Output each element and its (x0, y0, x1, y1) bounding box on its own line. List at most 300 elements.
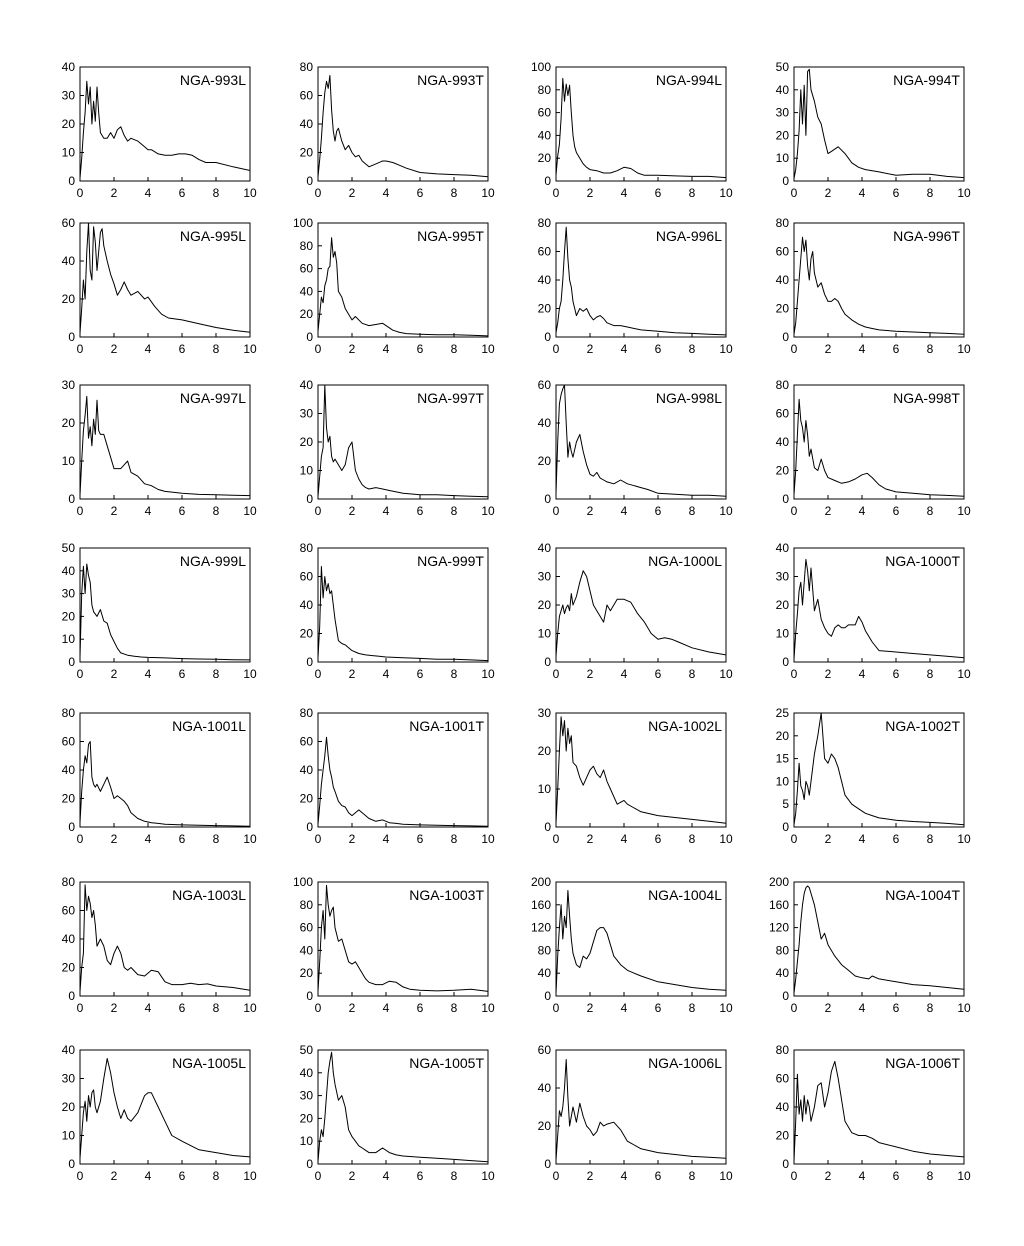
x-tick-label: 8 (688, 1169, 696, 1183)
x-tick-label: 2 (348, 1001, 356, 1015)
x-tick-label: 2 (824, 1169, 832, 1183)
x-tick-label: 2 (824, 667, 832, 681)
x-tick-label: 0 (552, 1169, 560, 1183)
x-tick-label: 4 (858, 667, 866, 681)
spectrum-line (80, 742, 250, 827)
y-tick-label: 20 (299, 791, 313, 806)
plot-title: NGA-994L (655, 72, 722, 88)
x-tick-label: 8 (212, 1001, 220, 1015)
plot-title: NGA-999L (179, 553, 246, 569)
spectrum-line (318, 76, 488, 177)
y-tick-label: 0 (68, 989, 75, 1003)
plot-title: NGA-998T (893, 390, 960, 406)
x-tick-label: 2 (824, 342, 832, 356)
y-tick-label: 200 (530, 875, 551, 889)
x-tick-label: 4 (620, 1169, 628, 1183)
y-tick-label: 0 (68, 492, 75, 506)
y-tick-label: 0 (306, 655, 313, 669)
y-tick-label: 0 (68, 174, 75, 188)
x-tick-label: 6 (892, 342, 900, 356)
x-tick-label: 6 (416, 1169, 424, 1183)
x-tick-label: 4 (620, 1001, 628, 1015)
x-tick-label: 6 (892, 832, 900, 846)
plot-title: NGA-1003L (172, 887, 246, 903)
x-tick-label: 6 (178, 342, 186, 356)
y-tick-label: 30 (537, 569, 551, 584)
x-tick-label: 6 (654, 832, 662, 846)
x-tick-label: 10 (481, 504, 495, 518)
x-tick-label: 10 (481, 342, 495, 356)
x-tick-label: 6 (892, 504, 900, 518)
y-tick-label: 20 (537, 744, 551, 758)
y-tick-label: 80 (299, 706, 313, 720)
x-tick-label: 10 (719, 504, 733, 518)
x-tick-label: 2 (824, 504, 832, 518)
y-tick-label: 0 (544, 174, 551, 188)
spectrum-panel (40, 57, 276, 219)
plot-title: NGA-1002L (648, 718, 722, 734)
spectrum-line (794, 559, 964, 659)
y-tick-label: 80 (299, 60, 313, 74)
y-tick-label: 20 (537, 1119, 551, 1133)
x-tick-label: 2 (824, 1001, 832, 1015)
x-tick-label: 8 (450, 832, 458, 846)
y-tick-label: 0 (782, 820, 789, 834)
x-tick-label: 0 (552, 342, 560, 356)
x-tick-label: 10 (243, 186, 257, 200)
x-tick-label: 10 (719, 667, 733, 681)
y-tick-label: 20 (537, 598, 551, 612)
x-tick-label: 8 (212, 832, 220, 846)
x-tick-label: 8 (688, 832, 696, 846)
x-tick-label: 2 (348, 1169, 356, 1183)
x-tick-label: 2 (110, 832, 118, 846)
x-tick-label: 6 (416, 1001, 424, 1015)
spectrum-panel (278, 57, 514, 219)
x-tick-label: 10 (481, 832, 495, 846)
x-tick-label: 0 (790, 342, 798, 356)
x-tick-label: 6 (178, 1169, 186, 1183)
spectrum-line (318, 737, 488, 826)
spectrum-panel (516, 57, 752, 219)
y-tick-label: 40 (299, 763, 313, 777)
y-tick-label: 100 (292, 216, 313, 230)
x-tick-label: 8 (926, 504, 934, 518)
x-tick-label: 6 (892, 186, 900, 200)
y-tick-label: 60 (61, 903, 75, 918)
y-tick-label: 0 (544, 492, 551, 506)
y-tick-label: 80 (61, 706, 75, 720)
y-tick-label: 40 (299, 943, 313, 958)
x-tick-label: 0 (314, 504, 322, 518)
spectrum-panel (278, 872, 514, 1034)
x-tick-label: 8 (688, 667, 696, 681)
x-tick-label: 6 (416, 504, 424, 518)
x-tick-label: 8 (688, 342, 696, 356)
spectrum-panel (40, 213, 276, 375)
x-tick-label: 8 (450, 667, 458, 681)
x-tick-label: 6 (654, 1169, 662, 1183)
y-tick-label: 40 (61, 563, 75, 578)
y-tick-label: 40 (299, 598, 313, 612)
plot-title: NGA-1000T (885, 553, 960, 569)
x-tick-label: 2 (110, 667, 118, 681)
y-tick-label: 60 (775, 244, 789, 259)
spectrum-panel (754, 57, 990, 219)
y-tick-label: 40 (299, 284, 313, 299)
x-tick-label: 2 (586, 832, 594, 846)
y-tick-label: 15 (775, 751, 789, 766)
y-tick-label: 40 (61, 1043, 75, 1057)
y-tick-label: 30 (299, 406, 313, 421)
x-tick-label: 8 (926, 832, 934, 846)
x-tick-label: 6 (654, 1001, 662, 1015)
y-tick-label: 80 (299, 238, 313, 253)
x-tick-label: 4 (382, 667, 390, 681)
x-tick-label: 4 (858, 186, 866, 200)
x-tick-label: 8 (212, 186, 220, 200)
y-tick-label: 0 (782, 174, 789, 188)
y-tick-label: 60 (537, 244, 551, 259)
spectrum-panel (516, 375, 752, 537)
spectrum-line (80, 81, 250, 178)
plot-title: NGA-999T (417, 553, 484, 569)
y-tick-label: 10 (537, 626, 551, 641)
y-tick-label: 60 (61, 216, 75, 230)
y-tick-label: 10 (775, 774, 789, 789)
plot-title: NGA-995L (179, 228, 246, 244)
y-tick-label: 20 (299, 145, 313, 160)
x-tick-label: 0 (790, 1169, 798, 1183)
y-tick-label: 200 (768, 875, 789, 889)
y-tick-label: 30 (775, 105, 789, 120)
x-tick-label: 8 (212, 504, 220, 518)
spectrum-line (556, 571, 726, 657)
y-tick-label: 5 (782, 797, 789, 812)
x-tick-label: 8 (212, 1169, 220, 1183)
spectrum-panel (516, 213, 752, 375)
x-tick-label: 4 (382, 186, 390, 200)
x-tick-label: 4 (620, 504, 628, 518)
spectrum-panel (516, 538, 752, 700)
spectrum-panel (754, 538, 990, 700)
spectrum-line (794, 399, 964, 496)
y-tick-label: 160 (530, 897, 551, 912)
y-tick-label: 20 (299, 1111, 313, 1126)
y-tick-label: 20 (775, 463, 789, 478)
y-tick-label: 20 (775, 301, 789, 316)
spectrum-line (80, 396, 250, 495)
y-tick-label: 0 (68, 820, 75, 834)
x-tick-label: 4 (144, 667, 152, 681)
plot-title: NGA-997T (417, 390, 484, 406)
y-tick-label: 40 (537, 1081, 551, 1095)
y-tick-label: 60 (299, 88, 313, 103)
x-tick-label: 0 (552, 832, 560, 846)
plot-title: NGA-996L (655, 228, 722, 244)
x-tick-label: 10 (957, 1001, 971, 1015)
x-tick-label: 0 (314, 1169, 322, 1183)
y-tick-label: 20 (775, 128, 789, 143)
x-tick-label: 8 (926, 667, 934, 681)
x-tick-label: 10 (243, 1169, 257, 1183)
x-tick-label: 0 (314, 832, 322, 846)
y-tick-label: 10 (299, 1134, 313, 1149)
y-tick-label: 20 (299, 626, 313, 641)
y-tick-label: 0 (306, 989, 313, 1003)
spectrum-line (794, 237, 964, 334)
y-tick-label: 20 (537, 301, 551, 316)
x-tick-label: 8 (450, 342, 458, 356)
spectrum-panel (516, 1040, 752, 1202)
x-tick-label: 10 (957, 1169, 971, 1183)
y-tick-label: 0 (68, 1157, 75, 1171)
spectrum-panel (754, 703, 990, 865)
x-tick-label: 10 (481, 1169, 495, 1183)
y-tick-label: 60 (537, 1043, 551, 1057)
spectrum-panel (40, 375, 276, 537)
x-tick-label: 0 (314, 186, 322, 200)
spectrum-panel (278, 703, 514, 865)
y-tick-label: 100 (292, 875, 313, 889)
y-tick-label: 40 (537, 966, 551, 981)
y-tick-label: 0 (782, 492, 789, 506)
y-tick-label: 30 (61, 1071, 75, 1086)
x-tick-label: 0 (552, 186, 560, 200)
plot-title: NGA-1003T (409, 887, 484, 903)
y-tick-label: 10 (537, 782, 551, 796)
x-tick-label: 4 (144, 186, 152, 200)
spectrum-panel (40, 872, 276, 1034)
spectrum-panel (278, 1040, 514, 1202)
x-tick-label: 8 (450, 186, 458, 200)
x-tick-label: 0 (76, 1001, 84, 1015)
plot-title: NGA-996T (893, 228, 960, 244)
y-tick-label: 100 (530, 60, 551, 74)
x-tick-label: 0 (76, 1169, 84, 1183)
spectrum-line (794, 1061, 964, 1161)
x-tick-label: 6 (654, 186, 662, 200)
y-tick-label: 60 (775, 406, 789, 421)
x-tick-label: 4 (620, 186, 628, 200)
plot-title: NGA-993L (179, 72, 246, 88)
plot-title: NGA-1000L (648, 553, 722, 569)
y-tick-label: 10 (775, 626, 789, 641)
y-tick-label: 60 (775, 1071, 789, 1086)
spectrum-panel (754, 1040, 990, 1202)
y-tick-label: 10 (61, 454, 75, 468)
x-tick-label: 10 (957, 832, 971, 846)
x-tick-label: 10 (957, 342, 971, 356)
y-tick-label: 60 (61, 734, 75, 749)
x-tick-label: 6 (416, 667, 424, 681)
x-tick-label: 2 (348, 342, 356, 356)
y-tick-label: 50 (61, 541, 75, 555)
y-tick-label: 40 (537, 541, 551, 555)
y-tick-label: 20 (775, 728, 789, 743)
x-tick-label: 10 (719, 342, 733, 356)
spectrum-line (318, 567, 488, 661)
y-tick-label: 80 (61, 875, 75, 889)
x-tick-label: 0 (76, 667, 84, 681)
x-tick-label: 6 (654, 667, 662, 681)
x-tick-label: 0 (314, 1001, 322, 1015)
x-tick-label: 8 (688, 186, 696, 200)
x-tick-label: 6 (892, 1169, 900, 1183)
x-tick-label: 6 (416, 832, 424, 846)
y-tick-label: 60 (537, 378, 551, 392)
x-tick-label: 2 (348, 504, 356, 518)
plot-title: NGA-993T (417, 72, 484, 88)
x-tick-label: 10 (243, 667, 257, 681)
y-tick-label: 60 (537, 105, 551, 120)
spectrum-line (80, 564, 250, 660)
y-tick-label: 30 (61, 378, 75, 392)
y-tick-label: 40 (775, 273, 789, 287)
x-tick-label: 0 (314, 667, 322, 681)
x-tick-label: 2 (348, 832, 356, 846)
x-tick-label: 0 (790, 667, 798, 681)
x-tick-label: 8 (926, 1001, 934, 1015)
y-tick-label: 80 (775, 216, 789, 230)
x-tick-label: 0 (790, 1001, 798, 1015)
x-tick-label: 2 (586, 1169, 594, 1183)
x-tick-label: 6 (178, 504, 186, 518)
plot-title: NGA-995T (417, 228, 484, 244)
y-tick-label: 10 (775, 151, 789, 166)
y-tick-label: 20 (61, 117, 75, 131)
plot-title: NGA-1005T (409, 1055, 484, 1071)
spectrum-panel (754, 872, 990, 1034)
y-tick-label: 40 (61, 60, 75, 74)
y-tick-label: 10 (61, 1128, 75, 1143)
x-tick-label: 2 (824, 186, 832, 200)
y-tick-label: 0 (68, 330, 75, 344)
x-tick-label: 10 (957, 504, 971, 518)
x-tick-label: 2 (824, 832, 832, 846)
x-tick-label: 6 (416, 186, 424, 200)
y-tick-label: 20 (61, 416, 75, 430)
y-tick-label: 25 (775, 706, 789, 720)
x-tick-label: 0 (552, 667, 560, 681)
spectrum-panel (40, 703, 276, 865)
x-tick-label: 4 (858, 1001, 866, 1015)
x-tick-label: 6 (416, 342, 424, 356)
x-tick-label: 0 (552, 504, 560, 518)
x-tick-label: 4 (858, 1169, 866, 1183)
y-tick-label: 80 (775, 943, 789, 958)
x-tick-label: 10 (957, 667, 971, 681)
y-tick-label: 80 (537, 943, 551, 958)
x-tick-label: 4 (382, 832, 390, 846)
plot-title: NGA-1004T (885, 887, 960, 903)
x-tick-label: 2 (110, 186, 118, 200)
x-tick-label: 4 (858, 504, 866, 518)
y-tick-label: 30 (61, 88, 75, 103)
y-tick-label: 0 (782, 989, 789, 1003)
plot-title: NGA-1002T (885, 718, 960, 734)
y-tick-label: 20 (61, 1100, 75, 1114)
x-tick-label: 8 (688, 1001, 696, 1015)
x-tick-label: 8 (212, 342, 220, 356)
x-tick-label: 0 (76, 832, 84, 846)
spectrum-panel (516, 703, 752, 865)
x-tick-label: 0 (552, 1001, 560, 1015)
y-tick-label: 80 (299, 897, 313, 912)
x-tick-label: 2 (348, 667, 356, 681)
y-tick-label: 0 (544, 989, 551, 1003)
y-tick-label: 20 (775, 1128, 789, 1143)
x-tick-label: 4 (620, 342, 628, 356)
x-tick-label: 10 (243, 1001, 257, 1015)
y-tick-label: 80 (299, 541, 313, 555)
y-tick-label: 0 (544, 655, 551, 669)
x-tick-label: 6 (178, 667, 186, 681)
x-tick-label: 10 (243, 342, 257, 356)
y-tick-label: 0 (306, 820, 313, 834)
plot-title: NGA-998L (655, 390, 722, 406)
spectrum-panel (278, 375, 514, 537)
x-tick-label: 8 (450, 504, 458, 518)
x-tick-label: 8 (688, 504, 696, 518)
y-tick-label: 0 (544, 1157, 551, 1171)
x-tick-label: 2 (110, 1169, 118, 1183)
x-tick-label: 8 (450, 1001, 458, 1015)
x-tick-label: 4 (144, 504, 152, 518)
y-tick-label: 40 (775, 1100, 789, 1114)
spectrum-panel (754, 375, 990, 537)
y-tick-label: 20 (61, 609, 75, 624)
y-tick-label: 60 (299, 734, 313, 749)
x-tick-label: 2 (110, 504, 118, 518)
y-tick-label: 20 (299, 435, 313, 449)
x-tick-label: 2 (586, 342, 594, 356)
x-tick-label: 4 (382, 1169, 390, 1183)
y-tick-label: 40 (61, 254, 75, 268)
plot-title: NGA-1006L (648, 1055, 722, 1071)
y-tick-label: 40 (775, 966, 789, 981)
y-tick-label: 40 (61, 932, 75, 946)
x-tick-label: 8 (212, 667, 220, 681)
plot-title: NGA-1004L (648, 887, 722, 903)
y-tick-label: 40 (537, 273, 551, 287)
y-tick-label: 40 (775, 82, 789, 97)
y-tick-label: 20 (775, 598, 789, 612)
x-tick-label: 0 (76, 504, 84, 518)
y-tick-label: 40 (537, 416, 551, 430)
y-tick-label: 40 (775, 541, 789, 555)
y-tick-label: 120 (768, 920, 789, 935)
y-tick-label: 80 (537, 82, 551, 97)
spectrum-panel (516, 872, 752, 1034)
spectrum-line (80, 1059, 250, 1159)
x-tick-label: 4 (144, 1169, 152, 1183)
x-tick-label: 0 (314, 342, 322, 356)
x-tick-label: 6 (178, 832, 186, 846)
x-tick-label: 6 (654, 342, 662, 356)
y-tick-label: 80 (775, 1043, 789, 1057)
spectrum-line (556, 891, 726, 994)
y-tick-label: 60 (299, 569, 313, 584)
x-tick-label: 4 (858, 832, 866, 846)
x-tick-label: 0 (790, 832, 798, 846)
x-tick-label: 6 (654, 504, 662, 518)
y-tick-label: 40 (299, 117, 313, 131)
x-tick-label: 10 (481, 186, 495, 200)
x-tick-label: 8 (926, 186, 934, 200)
x-tick-label: 10 (719, 186, 733, 200)
y-tick-label: 30 (537, 706, 551, 720)
